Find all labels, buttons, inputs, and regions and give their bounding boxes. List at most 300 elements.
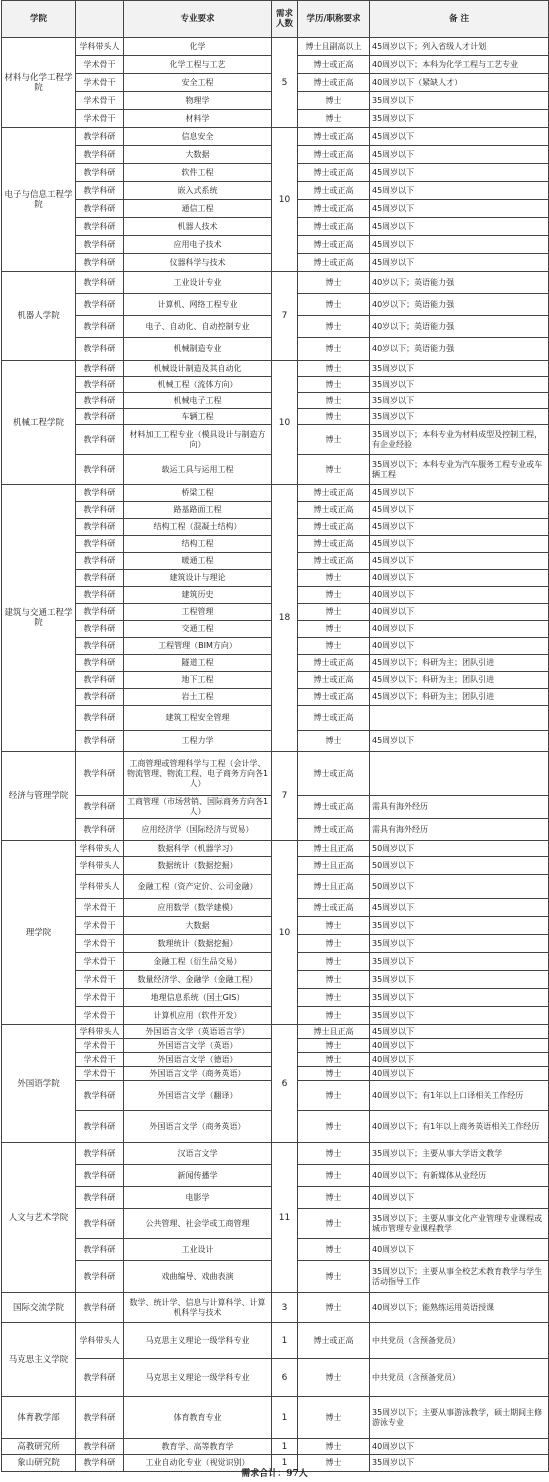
degree-cell: 博士或正高 bbox=[298, 182, 370, 200]
major-cell: 汉语言文学 bbox=[124, 1143, 272, 1165]
recruitment-table bbox=[1, 0, 549, 1472]
table-row bbox=[2, 1293, 549, 1323]
note-cell: 35周岁以下 bbox=[370, 409, 549, 425]
position-type-cell: 教学科研 bbox=[76, 502, 124, 519]
degree-cell: 博士或正高 bbox=[298, 655, 370, 672]
position-type-cell: 教学科研 bbox=[76, 236, 124, 254]
degree-cell: 博士或正高 bbox=[298, 519, 370, 536]
major-cell: 仪器科学与技术 bbox=[124, 254, 272, 272]
position-type-cell: 教学科研 bbox=[76, 1165, 124, 1187]
major-cell: 化学 bbox=[124, 38, 272, 56]
note-cell: 45周岁以下 bbox=[370, 731, 549, 752]
major-cell: 数据统计（数据挖掘） bbox=[124, 857, 272, 875]
note-cell: 40周岁以下；有1年以上口译相关工作经历 bbox=[370, 1081, 549, 1111]
header-degree: 学历/职称要求 bbox=[298, 1, 370, 38]
degree-cell: 博士或正高 bbox=[298, 553, 370, 570]
degree-cell: 博士 bbox=[298, 1007, 370, 1025]
degree-cell: 博士 bbox=[298, 409, 370, 425]
position-type-cell: 教学科研 bbox=[76, 338, 124, 361]
note-cell: 45周岁以下；科研为主；团队引进 bbox=[370, 689, 549, 706]
note-cell: 40周岁以下 bbox=[370, 587, 549, 604]
note-cell: 35周岁以下 bbox=[370, 953, 549, 971]
position-type-cell: 教学科研 bbox=[76, 1143, 124, 1165]
college-cell: 材料与化学工程学院 bbox=[2, 38, 76, 128]
degree-cell: 博士 bbox=[298, 604, 370, 621]
degree-cell: 博士 bbox=[298, 338, 370, 361]
degree-cell: 博士 bbox=[298, 621, 370, 638]
note-cell: 45周岁以下 bbox=[370, 899, 549, 917]
major-cell: 新闻传播学 bbox=[124, 1165, 272, 1187]
note-cell bbox=[370, 752, 549, 796]
count-cell: 1 bbox=[272, 1397, 298, 1439]
major-cell: 桥梁工程 bbox=[124, 485, 272, 502]
note-cell: 35周岁以下 bbox=[370, 110, 549, 128]
note-cell: 50周岁以下 bbox=[370, 875, 549, 899]
position-type-cell: 学术骨干 bbox=[76, 899, 124, 917]
note-cell: 45周岁以下 bbox=[370, 553, 549, 570]
degree-cell: 博士 bbox=[298, 1111, 370, 1143]
major-cell: 戏曲编导、戏曲表演 bbox=[124, 1261, 272, 1293]
major-cell: 嵌入式系统 bbox=[124, 182, 272, 200]
college-cell: 马克思主义学院 bbox=[2, 1323, 76, 1397]
position-type-cell: 教学科研 bbox=[76, 1239, 124, 1261]
degree-cell: 博士 bbox=[298, 455, 370, 485]
major-cell: 应用数学（数学建模） bbox=[124, 899, 272, 917]
note-cell: 45周岁以下 bbox=[370, 146, 549, 164]
degree-cell: 博士或正高 bbox=[298, 502, 370, 519]
position-type-cell: 学术骨干 bbox=[76, 110, 124, 128]
position-type-cell: 教学科研 bbox=[76, 128, 124, 146]
position-type-cell: 学术骨干 bbox=[76, 56, 124, 74]
major-cell: 大数据 bbox=[124, 917, 272, 935]
major-cell: 电子、自动化、自动控制专业 bbox=[124, 316, 272, 338]
major-cell: 地理信息系统（国土GIS） bbox=[124, 989, 272, 1007]
note-cell: 35周岁以下 bbox=[370, 989, 549, 1007]
degree-cell: 博士或正高 bbox=[298, 200, 370, 218]
note-cell: 40周岁以下 bbox=[370, 1187, 549, 1209]
position-type-cell: 教学科研 bbox=[76, 254, 124, 272]
note-cell: 35周岁以下；本科专业为汽车服务工程专业或车辆工程 bbox=[370, 455, 549, 485]
note-cell: 40周岁以下；能熟练运用英语授课 bbox=[370, 1293, 549, 1323]
degree-cell: 博士 bbox=[298, 1359, 370, 1397]
position-type-cell: 教学科研 bbox=[76, 200, 124, 218]
position-type-cell: 学科带头人 bbox=[76, 875, 124, 899]
degree-cell: 博士且副高以上 bbox=[298, 38, 370, 56]
degree-cell: 博士或正高 bbox=[298, 218, 370, 236]
college-cell: 象山研究院 bbox=[2, 1455, 76, 1472]
count-cell: 7 bbox=[272, 272, 298, 361]
position-type-cell: 教学科研 bbox=[76, 819, 124, 841]
note-cell: 35周岁以下；主要从事游泳教学，硕士期间主修游泳专业 bbox=[370, 1397, 549, 1439]
degree-cell: 博士 bbox=[298, 92, 370, 110]
note-cell: 45周岁以下 bbox=[370, 164, 549, 182]
count-cell: 6 bbox=[272, 1025, 298, 1143]
note-cell: 中共党员（含预备党员） bbox=[370, 1359, 549, 1397]
degree-cell: 博士或正高 bbox=[298, 706, 370, 731]
degree-cell: 博士或正高 bbox=[298, 56, 370, 74]
position-type-cell: 教学科研 bbox=[76, 294, 124, 316]
position-type-cell: 学科带头人 bbox=[76, 857, 124, 875]
note-cell: 45周岁以下；科研为主；团队引进 bbox=[370, 672, 549, 689]
note-cell: 45周岁以下 bbox=[370, 182, 549, 200]
degree-cell: 博士 bbox=[298, 1455, 370, 1472]
degree-cell: 博士 bbox=[298, 272, 370, 294]
note-cell: 40周岁以下；有新媒体从业经历 bbox=[370, 1165, 549, 1187]
degree-cell: 博士 bbox=[298, 1209, 370, 1239]
major-cell: 机械制造专业 bbox=[124, 338, 272, 361]
table-row bbox=[2, 1397, 549, 1439]
position-type-cell: 教学科研 bbox=[76, 485, 124, 502]
position-type-cell: 教学科研 bbox=[76, 689, 124, 706]
note-cell: 50周岁以下 bbox=[370, 857, 549, 875]
degree-cell: 博士或正高 bbox=[298, 254, 370, 272]
major-cell: 金融工程（衍生品交易） bbox=[124, 953, 272, 971]
position-type-cell: 教学科研 bbox=[76, 455, 124, 485]
note-cell: 35周岁以下 bbox=[370, 361, 549, 377]
degree-cell: 博士 bbox=[298, 953, 370, 971]
college-cell: 外国语学院 bbox=[2, 1025, 76, 1143]
position-type-cell: 教学科研 bbox=[76, 604, 124, 621]
major-cell: 数理统计（数据挖掘） bbox=[124, 935, 272, 953]
position-type-cell: 学科带头人 bbox=[76, 38, 124, 56]
major-cell: 马克思主义理论一级学科专业 bbox=[124, 1359, 272, 1397]
major-cell: 数量经济学、金融学（金融工程） bbox=[124, 971, 272, 989]
degree-cell: 博士 bbox=[298, 1397, 370, 1439]
position-type-cell: 教学科研 bbox=[76, 553, 124, 570]
note-cell: 35周岁以下；主要从事大学语文教学 bbox=[370, 1143, 549, 1165]
degree-cell: 博士或正高 bbox=[298, 819, 370, 841]
degree-cell: 博士 bbox=[298, 425, 370, 455]
note-cell: 40岁以下；英语能力强 bbox=[370, 272, 549, 294]
major-cell: 工程管理 bbox=[124, 604, 272, 621]
total-label: 需求合计：97人 bbox=[241, 1469, 308, 1479]
degree-cell: 博士或正高 bbox=[298, 672, 370, 689]
count-cell: 10 bbox=[272, 361, 298, 485]
position-type-cell: 学术骨干 bbox=[76, 953, 124, 971]
degree-cell: 博士 bbox=[298, 1165, 370, 1187]
count-cell: 10 bbox=[272, 841, 298, 1025]
major-cell: 工程力学 bbox=[124, 731, 272, 752]
table-row bbox=[2, 485, 549, 502]
major-cell: 大数据 bbox=[124, 146, 272, 164]
position-type-cell: 学术骨干 bbox=[76, 989, 124, 1007]
degree-cell: 博士 bbox=[298, 294, 370, 316]
degree-cell: 博士 bbox=[298, 989, 370, 1007]
major-cell: 信息安全 bbox=[124, 128, 272, 146]
major-cell: 机械电子工程 bbox=[124, 393, 272, 409]
note-cell: 35周岁以下 bbox=[370, 377, 549, 393]
position-type-cell: 教学科研 bbox=[76, 655, 124, 672]
major-cell: 工商管理或管理科学与工程（会计学、物流管理、物流工程、电子商务方向各1人） bbox=[124, 752, 272, 796]
major-cell: 地下工程 bbox=[124, 672, 272, 689]
degree-cell: 博士或正高 bbox=[298, 1323, 370, 1359]
note-cell: 45周岁以下 bbox=[370, 485, 549, 502]
degree-cell: 博士或正高 bbox=[298, 689, 370, 706]
position-type-cell: 教学科研 bbox=[76, 796, 124, 819]
degree-cell: 博士 bbox=[298, 917, 370, 935]
note-cell: 35周岁以下 bbox=[370, 971, 549, 989]
college-cell: 建筑与交通工程学院 bbox=[2, 485, 76, 752]
position-type-cell: 教学科研 bbox=[76, 1397, 124, 1439]
major-cell: 数据科学（机器学习） bbox=[124, 841, 272, 857]
position-type-cell: 教学科研 bbox=[76, 638, 124, 655]
degree-cell: 博士且正高 bbox=[298, 1025, 370, 1039]
position-type-cell: 教学科研 bbox=[76, 425, 124, 455]
count-cell: 1 bbox=[272, 1323, 298, 1359]
major-cell: 物理学 bbox=[124, 92, 272, 110]
degree-cell: 博士 bbox=[298, 377, 370, 393]
major-cell: 计算机、网络工程专业 bbox=[124, 294, 272, 316]
note-cell: 45周岁以下 bbox=[370, 254, 549, 272]
note-cell: 40岁以下；英语能力强 bbox=[370, 338, 549, 361]
major-cell: 工商管理（市场营销、国际商务方向各1人） bbox=[124, 796, 272, 819]
note-cell: 35周岁以下 bbox=[370, 1007, 549, 1025]
major-cell: 外国语言文学（英语语言学） bbox=[124, 1025, 272, 1039]
degree-cell: 博士 bbox=[298, 1081, 370, 1111]
major-cell: 机械设计制造及其自动化 bbox=[124, 361, 272, 377]
count-cell: 7 bbox=[272, 752, 298, 841]
degree-cell: 博士 bbox=[298, 1143, 370, 1165]
note-cell: 35周岁以下 bbox=[370, 917, 549, 935]
major-cell: 应用电子技术 bbox=[124, 236, 272, 254]
major-cell: 体育教育专业 bbox=[124, 1397, 272, 1439]
note-cell: 需具有海外经历 bbox=[370, 796, 549, 819]
position-type-cell: 教学科研 bbox=[76, 377, 124, 393]
degree-cell: 博士或正高 bbox=[298, 74, 370, 92]
major-cell: 外国语言文学（德语） bbox=[124, 1053, 272, 1067]
note-cell: 35周岁以下；主要从事全校艺术教育教学与学生活动指导工作 bbox=[370, 1261, 549, 1293]
header-count: 需求人数 bbox=[272, 1, 298, 38]
position-type-cell: 教学科研 bbox=[76, 272, 124, 294]
header-college: 学院 bbox=[2, 1, 76, 38]
table-row bbox=[2, 1439, 549, 1455]
position-type-cell: 学术骨干 bbox=[76, 1007, 124, 1025]
major-cell: 结构工程（混凝土结构） bbox=[124, 519, 272, 536]
position-type-cell: 教学科研 bbox=[76, 164, 124, 182]
degree-cell: 博士或正高 bbox=[298, 899, 370, 917]
degree-cell: 博士 bbox=[298, 316, 370, 338]
note-cell: 40周岁以下 bbox=[370, 1439, 549, 1455]
major-cell: 机器人技术 bbox=[124, 218, 272, 236]
major-cell: 材料学 bbox=[124, 110, 272, 128]
major-cell: 交通工程 bbox=[124, 621, 272, 638]
degree-cell: 博士 bbox=[298, 1239, 370, 1261]
degree-cell: 博士或正高 bbox=[298, 796, 370, 819]
major-cell: 建筑设计与理论 bbox=[124, 570, 272, 587]
position-type-cell: 教学科研 bbox=[76, 1209, 124, 1239]
degree-cell: 博士且正高 bbox=[298, 875, 370, 899]
position-type-cell: 学术骨干 bbox=[76, 1039, 124, 1053]
major-cell: 马克思主义理论一级学科专业 bbox=[124, 1323, 272, 1359]
college-cell: 机械工程学院 bbox=[2, 361, 76, 485]
major-cell: 计算机应用（软件开发） bbox=[124, 1007, 272, 1025]
position-type-cell: 教学科研 bbox=[76, 393, 124, 409]
count-cell: 5 bbox=[272, 38, 298, 128]
count-cell: 18 bbox=[272, 485, 298, 752]
degree-cell: 博士 bbox=[298, 1067, 370, 1081]
degree-cell: 博士 bbox=[298, 638, 370, 655]
major-cell: 化学工程与工艺 bbox=[124, 56, 272, 74]
major-cell: 教育学、高等教育学 bbox=[124, 1439, 272, 1455]
table-row bbox=[2, 128, 549, 146]
table-row bbox=[2, 752, 549, 796]
college-cell: 理学院 bbox=[2, 841, 76, 1025]
note-cell: 40岁以下；英语能力强 bbox=[370, 294, 549, 316]
note-cell: 40周岁以下 bbox=[370, 1053, 549, 1067]
position-type-cell: 教学科研 bbox=[76, 519, 124, 536]
count-cell: 3 bbox=[272, 1293, 298, 1323]
position-type-cell: 教学科研 bbox=[76, 536, 124, 553]
position-type-cell: 教学科研 bbox=[76, 731, 124, 752]
header-note: 备 注 bbox=[370, 1, 549, 38]
major-cell: 材料加工工程专业（模具设计与制造方向） bbox=[124, 425, 272, 455]
degree-cell: 博士 bbox=[298, 1039, 370, 1053]
degree-cell: 博士 bbox=[298, 110, 370, 128]
major-cell: 软件工程 bbox=[124, 164, 272, 182]
note-cell: 40周岁以下 bbox=[370, 1039, 549, 1053]
major-cell: 路基路面工程 bbox=[124, 502, 272, 519]
major-cell: 外国语言文学（翻译） bbox=[124, 1081, 272, 1111]
note-cell: 40周岁以下；有1年以上商务英语相关工作经历 bbox=[370, 1111, 549, 1143]
major-cell: 外国语言文学（英语） bbox=[124, 1039, 272, 1053]
position-type-cell: 教学科研 bbox=[76, 706, 124, 731]
major-cell: 隧道工程 bbox=[124, 655, 272, 672]
note-cell: 45周岁以下；科研为主；团队引进 bbox=[370, 655, 549, 672]
major-cell: 金融工程（资产定价、公司金融） bbox=[124, 875, 272, 899]
major-cell: 暖通工程 bbox=[124, 553, 272, 570]
note-cell: 45周岁以下 bbox=[370, 1025, 549, 1039]
note-cell: 40周岁以下（紧缺人才） bbox=[370, 74, 549, 92]
major-cell: 外国语言文学（商务英语） bbox=[124, 1111, 272, 1143]
note-cell: 35周岁以下 bbox=[370, 1455, 549, 1472]
position-type-cell: 学科带头人 bbox=[76, 1323, 124, 1359]
table-row bbox=[2, 841, 549, 857]
college-cell: 经济与管理学院 bbox=[2, 752, 76, 841]
degree-cell: 博士 bbox=[298, 1187, 370, 1209]
note-cell: 40周岁以下 bbox=[370, 638, 549, 655]
major-cell: 工业设计 bbox=[124, 1239, 272, 1261]
note-cell: 40周岁以下；本科为化学工程与工艺专业 bbox=[370, 56, 549, 74]
count-cell: 11 bbox=[272, 1143, 298, 1293]
position-type-cell: 教学科研 bbox=[76, 1187, 124, 1209]
major-cell: 建筑工程安全管理 bbox=[124, 706, 272, 731]
degree-cell: 博士 bbox=[298, 935, 370, 953]
degree-cell: 博士或正高 bbox=[298, 128, 370, 146]
count-cell: 6 bbox=[272, 1359, 298, 1397]
note-cell: 45周岁以下 bbox=[370, 536, 549, 553]
degree-cell: 博士 bbox=[298, 1053, 370, 1067]
position-type-cell: 教学科研 bbox=[76, 570, 124, 587]
major-cell: 建筑历史 bbox=[124, 587, 272, 604]
note-cell bbox=[370, 706, 549, 731]
major-cell: 工程管理（BIM方向） bbox=[124, 638, 272, 655]
table-row bbox=[2, 272, 549, 294]
position-type-cell: 教学科研 bbox=[76, 146, 124, 164]
note-cell: 45周岁以下 bbox=[370, 128, 549, 146]
major-cell: 数学、统计学、信息与计算科学、计算机科学与技术 bbox=[124, 1293, 272, 1323]
note-cell: 35周岁以下 bbox=[370, 393, 549, 409]
note-cell: 40周岁以下 bbox=[370, 604, 549, 621]
note-cell: 35周岁以下；主要从事文化产业管理专业课程或城市管理专业课程教学 bbox=[370, 1209, 549, 1239]
position-type-cell: 教学科研 bbox=[76, 1439, 124, 1455]
table-row bbox=[2, 361, 549, 377]
position-type-cell: 教学科研 bbox=[76, 182, 124, 200]
degree-cell: 博士 bbox=[298, 1439, 370, 1455]
major-cell: 载运工具与运用工程 bbox=[124, 455, 272, 485]
note-cell: 45周岁以下 bbox=[370, 200, 549, 218]
note-cell: 45周岁以下 bbox=[370, 519, 549, 536]
degree-cell: 博士且正高 bbox=[298, 857, 370, 875]
note-cell: 45周岁以下 bbox=[370, 236, 549, 254]
position-type-cell: 学术骨干 bbox=[76, 92, 124, 110]
table-row bbox=[2, 1143, 549, 1165]
college-cell: 人文与艺术学院 bbox=[2, 1143, 76, 1293]
table-row bbox=[2, 1025, 549, 1039]
position-type-cell: 学科带头人 bbox=[76, 1025, 124, 1039]
position-type-cell: 教学科研 bbox=[76, 672, 124, 689]
header-major: 专业要求 bbox=[124, 1, 272, 38]
degree-cell: 博士或正高 bbox=[298, 236, 370, 254]
college-cell: 电子与信息工程学院 bbox=[2, 128, 76, 272]
position-type-cell: 学术骨干 bbox=[76, 1053, 124, 1067]
degree-cell: 博士 bbox=[298, 1261, 370, 1293]
position-type-cell: 教学科研 bbox=[76, 621, 124, 638]
position-type-cell: 学科带头人 bbox=[76, 841, 124, 857]
degree-cell: 博士或正高 bbox=[298, 536, 370, 553]
major-cell: 电影学 bbox=[124, 1187, 272, 1209]
major-cell: 车辆工程 bbox=[124, 409, 272, 425]
note-cell: 50周岁以下 bbox=[370, 841, 549, 857]
degree-cell: 博士 bbox=[298, 731, 370, 752]
position-type-cell: 学术骨干 bbox=[76, 971, 124, 989]
position-type-cell: 学术骨干 bbox=[76, 74, 124, 92]
position-type-cell: 教学科研 bbox=[76, 587, 124, 604]
position-type-cell: 教学科研 bbox=[76, 1455, 124, 1472]
major-cell: 应用经济学（国际经济与贸易） bbox=[124, 819, 272, 841]
degree-cell: 博士或正高 bbox=[298, 485, 370, 502]
degree-cell: 博士 bbox=[298, 971, 370, 989]
note-cell: 中共党员（含预备党员） bbox=[370, 1323, 549, 1359]
note-cell: 35周岁以下 bbox=[370, 92, 549, 110]
count-cell: 1 bbox=[272, 1439, 298, 1455]
major-cell: 公共管理、社会学或工商管理 bbox=[124, 1209, 272, 1239]
major-cell: 结构工程 bbox=[124, 536, 272, 553]
degree-cell: 博士 bbox=[298, 361, 370, 377]
note-cell: 40周岁以下 bbox=[370, 570, 549, 587]
major-cell: 通信工程 bbox=[124, 200, 272, 218]
college-cell: 机器人学院 bbox=[2, 272, 76, 361]
college-cell: 高教研究所 bbox=[2, 1439, 76, 1455]
note-cell: 40周岁以下 bbox=[370, 1239, 549, 1261]
position-type-cell: 学术骨干 bbox=[76, 917, 124, 935]
count-cell: 1 bbox=[272, 1455, 298, 1472]
table-row bbox=[2, 38, 549, 56]
degree-cell: 博士或正高 bbox=[298, 752, 370, 796]
position-type-cell: 教学科研 bbox=[76, 752, 124, 796]
position-type-cell: 教学科研 bbox=[76, 218, 124, 236]
note-cell: 需具有海外经历 bbox=[370, 819, 549, 841]
degree-cell: 博士 bbox=[298, 1293, 370, 1323]
position-type-cell: 学术骨干 bbox=[76, 1067, 124, 1081]
table-row bbox=[2, 1323, 549, 1359]
position-type-cell: 教学科研 bbox=[76, 361, 124, 377]
position-type-cell: 教学科研 bbox=[76, 409, 124, 425]
degree-cell: 博士 bbox=[298, 587, 370, 604]
major-cell: 工业设计专业 bbox=[124, 272, 272, 294]
note-cell: 45周岁以下 bbox=[370, 218, 549, 236]
note-cell: 45周岁以下；列入省级人才计划 bbox=[370, 38, 549, 56]
position-type-cell: 教学科研 bbox=[76, 1111, 124, 1143]
